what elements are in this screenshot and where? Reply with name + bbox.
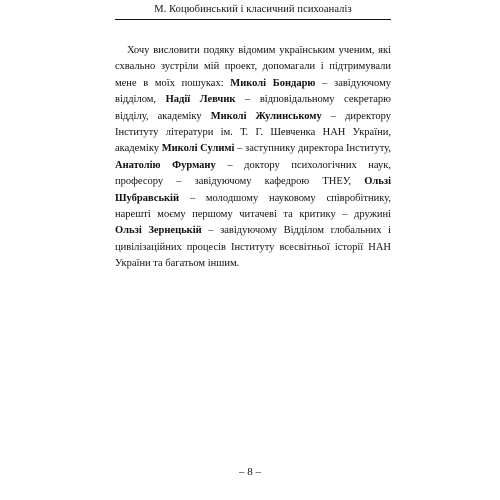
person-name: Анатолію Фурману [115,159,216,171]
person-name: Ользі Зернецькій [115,225,202,237]
text-run: – завідуючому відділом, [115,77,391,106]
text-run: – заступнику директора Інституту, [234,143,392,155]
page-number: – 8 – [239,466,261,478]
text-run: – молодшому науковому співробітнику, нарешті моєму першому читачеві та критику – дружині [115,192,391,221]
person-name: Миколі Бондарю [230,77,316,89]
text-run: – доктору психологічних наук, професору – завідуючому кафедрою ТНЕУ, [115,159,391,188]
text-run: – завідуючому Відділом глобальних і цивілізаційних процесів Інституту всесвітньої історії НАН України та багатьом іншим. [115,225,391,270]
text-run: – директору Інституту літератури ім. Т. Г. Шевченка НАН України, академіку [115,110,391,155]
person-name: Надії Левчик [165,94,236,106]
person-name: Ользі Шубравській [115,176,391,204]
acknowledgements-paragraph [115,43,391,273]
person-name: Миколі Жулинському [210,110,322,122]
text-run: – відповідальному секретарю відділу, академіку [115,94,391,122]
running-head: М. Коцюбинський і класичний психоаналіз [154,4,352,15]
text-run: Хочу висловити подяку відомим українським ученим, які схвально зустріли мій проект, допомагали і підтримували мене в моїх пошуках: [115,45,391,89]
header-rule [115,19,391,20]
person-name: Миколі Сулимі [161,143,235,155]
